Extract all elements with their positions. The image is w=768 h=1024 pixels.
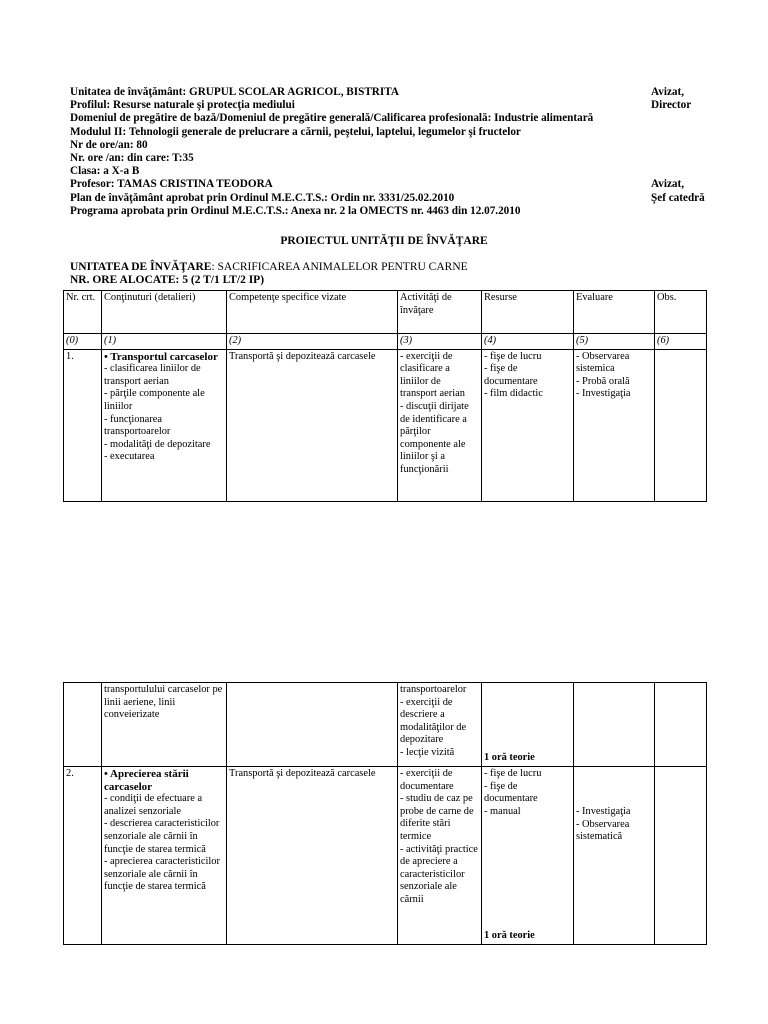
- cell-line: - părţile componente ale liniilor: [104, 388, 205, 412]
- project-title: PROIECTUL UNITĂŢII DE ÎNVĂŢARE: [280, 235, 488, 247]
- table-row: [64, 767, 707, 945]
- cell-line: - fişe de lucru: [484, 350, 542, 362]
- index-cell: (4): [482, 334, 574, 350]
- approval-label: Avizat,: [651, 178, 685, 191]
- content-cell: [102, 683, 227, 767]
- cell-line: - film didactic: [484, 388, 543, 400]
- cell-line: - Observarea sistematică: [576, 818, 630, 843]
- header-line: [70, 178, 710, 191]
- approval-label: Şef catedră: [651, 191, 705, 204]
- header-line: [70, 112, 710, 125]
- header-line: [70, 205, 710, 218]
- cell-line: - Investigaţia: [576, 388, 631, 400]
- evaluation-cell: [574, 767, 655, 945]
- obs-cell: [655, 767, 707, 945]
- content-title: • Transportul carcaselor: [104, 350, 218, 363]
- unit-label: UNITATEA DE ÎNVĂŢARE: [70, 261, 212, 273]
- table-header-row: [64, 291, 707, 334]
- index-row: [64, 334, 707, 350]
- header-line: [70, 86, 710, 99]
- cell-line: transportulului carcaselor pe linii aeriene, linii conveierizate: [104, 684, 223, 721]
- header-line-text: Clasa: a X-a B: [70, 165, 140, 178]
- cell-line: - modalităţi de depozitare: [104, 438, 211, 450]
- index-cell: (2): [227, 334, 398, 350]
- cell-line: - studiu de caz pe probe de carne de diferite stări termice: [400, 793, 474, 842]
- cell-line: transportoarelor: [400, 684, 467, 695]
- planning-table-continued: [63, 682, 707, 945]
- header-line: [70, 192, 710, 205]
- cell-line: - lecţie vizită: [400, 746, 455, 758]
- resources-footer: 1 oră teorie: [484, 752, 535, 764]
- cell-line: - funcţionarea transportoarelor: [104, 413, 171, 438]
- header-line: [70, 152, 710, 165]
- resources-footer: 1 oră teorie: [484, 930, 535, 942]
- cell-line: - aprecierea caracteristicilor senzoriale ale cărnii în funcţie de starea termică: [104, 856, 220, 893]
- header-line-text: Programa aprobata prin Ordinul M.E.C.T.S.: Anexa nr. 2 la OMECTS nr. 4463 din 12.07.2010: [70, 204, 521, 217]
- planning-table: [63, 290, 707, 502]
- cell-line: - discuţii dirijate de identificare a părţilor componente ale liniilor şi a funcţionării: [400, 400, 469, 475]
- cell-line: - condiţii de efectuare a analizei senzoriale: [104, 793, 203, 817]
- activities-cell: [398, 683, 482, 767]
- cell-line: - Probă orală: [576, 375, 630, 387]
- header-line-text: Nr. ore /an: din care: T:35: [70, 151, 194, 164]
- cell-line: - manual: [484, 805, 521, 817]
- resources-cell: [482, 767, 574, 945]
- cell-line: - fişe de documentare: [484, 363, 538, 387]
- evaluation-cell: [574, 683, 655, 767]
- header-line-text: Modulul II: Tehnologii generale de prelucrare a cărnii, peştelui, laptelui, legumelor şi fructelor: [70, 125, 521, 138]
- cell-line: - clasificarea liniilor de transport aerian: [104, 363, 201, 387]
- index-cell: (3): [398, 334, 482, 350]
- cell-line: - descrierea caracteristicilor senzoriale ale cărnii în funcţie de starea termică: [104, 818, 220, 855]
- approval-label: Avizat,: [651, 86, 685, 98]
- competence-cell: [227, 683, 398, 767]
- header-line: [70, 165, 710, 178]
- content-lines: [104, 363, 224, 464]
- header-resources: Resurse: [482, 291, 574, 334]
- header-line: [70, 139, 710, 152]
- obs-cell: [655, 349, 707, 501]
- header-content: Conţinuturi (detalieri): [102, 291, 227, 334]
- index-cell: (5): [574, 334, 655, 350]
- cell-line: - fişe de lucru: [484, 768, 542, 779]
- resources-cell: [482, 683, 574, 767]
- table-row: [64, 683, 707, 767]
- content-cell: [102, 767, 227, 945]
- unit-info: [70, 261, 468, 287]
- document-header: [70, 86, 710, 218]
- table-row: [64, 349, 707, 501]
- row-number: [64, 683, 102, 767]
- cell-line: - exerciţii de clasificare a liniilor de transport aerian: [400, 350, 465, 400]
- header-activities: Activităţi de învăţare: [398, 291, 482, 334]
- header-evaluation: Evaluare: [574, 291, 655, 334]
- row-number: 2.: [64, 767, 102, 945]
- evaluation-list: [576, 806, 652, 844]
- competence-cell: Transportă şi depozitează carcasele: [227, 349, 398, 501]
- activities-cell: [398, 349, 482, 501]
- cell-line: - exerciţii de descriere a modalităţilor de depozitare: [400, 696, 467, 746]
- cell-line: - exerciţii de documentare: [400, 768, 454, 792]
- index-cell: (6): [655, 334, 707, 350]
- resources-list: [484, 768, 571, 818]
- content-cell: [102, 349, 227, 501]
- content-title: • Aprecierea stării carcaselor: [104, 768, 189, 793]
- index-cell: (0): [64, 334, 102, 350]
- activities-cell: [398, 767, 482, 945]
- header-line: [70, 126, 710, 139]
- cell-line: - Investigaţia: [576, 806, 631, 817]
- cell-line: - fişe de documentare: [484, 780, 538, 805]
- header-obs: Obs.: [655, 291, 707, 334]
- header-line-text: Nr de ore/an: 80: [70, 138, 148, 151]
- header-line: [70, 99, 710, 112]
- competence-cell: Transportă şi depozitează carcasele: [227, 767, 398, 945]
- header-line-text: Profilul: Resurse naturale şi protecţia mediului: [70, 99, 295, 112]
- resources-cell: [482, 349, 574, 501]
- unit-line: [70, 261, 468, 274]
- index-cell: (1): [102, 334, 227, 350]
- cell-line: - activităţi practice de apreciere a caracteristicilor senzoriale ale cărnii: [400, 843, 478, 905]
- header-line-text: Plan de învăţământ aprobat prin Ordinul M.E.C.T.S.: Ordin nr. 3331/25.02.2010: [70, 191, 455, 204]
- unit-value: : SACRIFICAREA ANIMALELOR PENTRU CARNE: [211, 261, 468, 273]
- approval-label: Director: [651, 99, 692, 112]
- header-line-text: Unitatea de învăţământ: GRUPUL SCOLAR AGRICOL, BISTRITA: [70, 86, 399, 98]
- evaluation-spacer: [576, 768, 652, 806]
- hours-allocated: NR. ORE ALOCATE: 5 (2 T/1 LT/2 IP): [70, 274, 265, 286]
- cell-line: - executarea: [104, 451, 155, 463]
- evaluation-cell: [574, 349, 655, 501]
- header-nr: Nr. crt.: [64, 291, 102, 334]
- content-lines: [104, 793, 224, 894]
- header-competence: Competenţe specifice vizate: [227, 291, 398, 334]
- obs-cell: [655, 683, 707, 767]
- header-line-text: Domeniul de pregătire de bază/Domeniul de pregătire generală/Calificarea profesională: Industrie alimentară: [70, 112, 594, 125]
- cell-line: - Observarea sistemica: [576, 350, 630, 375]
- row-number: 1.: [64, 349, 102, 501]
- header-line-text: Profesor: TAMAS CRISTINA TEODORA: [70, 178, 273, 191]
